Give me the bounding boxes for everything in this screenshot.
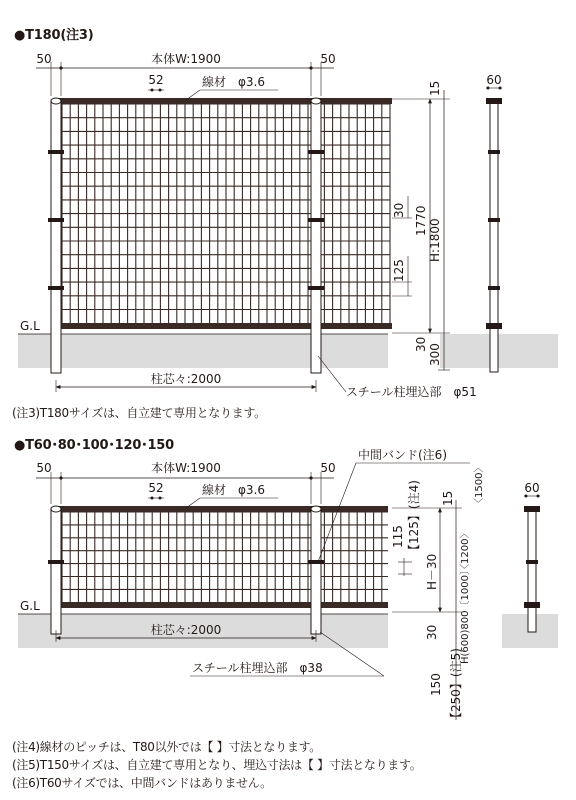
post-clamps xyxy=(48,150,324,290)
wire-label: 線材 φ3.6 xyxy=(202,483,266,497)
side-post xyxy=(490,100,498,372)
dim-mesh: 125 xyxy=(392,259,406,282)
post-right xyxy=(311,100,321,373)
section2-title: ●T60･80･100･120･150 xyxy=(14,438,175,453)
dim-total: H:1800 xyxy=(428,218,442,262)
dim-pitch-h: 52 xyxy=(148,73,164,87)
section1-diagram xyxy=(18,51,558,399)
dim-post-right: 50 xyxy=(320,461,336,475)
ground-band xyxy=(18,334,388,368)
post-embed-label: スチール柱埋込部 φ51 xyxy=(346,385,477,399)
dim-mesh: 115 xyxy=(391,525,405,548)
section1-title: ●T180(注3) xyxy=(14,28,94,43)
dim-top: 15 xyxy=(428,80,442,96)
section2-diagram xyxy=(18,447,558,724)
mesh-panel xyxy=(62,104,390,323)
post-left xyxy=(51,508,61,634)
middle-band-label: 中間バンド(注6) xyxy=(358,448,447,462)
dim-bottom: 30 xyxy=(414,336,428,352)
note-3: (注3)T180サイズは、自立建て専用となります。 xyxy=(12,406,266,420)
dim-inner-alt: 〈1200〉 xyxy=(460,528,471,574)
wire-label: 線材 φ3.6 xyxy=(202,75,266,89)
note-4: (注4)線材のピッチは、T80以外では【 】寸法となります。 xyxy=(12,740,321,754)
gl-label: G.L xyxy=(20,319,40,333)
dim-post-left: 50 xyxy=(36,461,52,475)
dim-inner: H－30 xyxy=(425,553,439,590)
ground-band-side xyxy=(440,334,558,368)
top-rail xyxy=(56,98,392,104)
side-post xyxy=(528,508,536,632)
mesh-wires xyxy=(62,104,390,323)
post-pitch: 柱芯々:2000 xyxy=(150,623,222,637)
bottom-rail xyxy=(56,602,388,608)
dim-post-right: 50 xyxy=(320,52,336,66)
dim-pitch-h: 52 xyxy=(148,481,164,495)
dim-mesh-alt: 【125】(注4) xyxy=(407,480,421,556)
note-6: (注6)T60サイズでは、中間バンドはありません。 xyxy=(12,776,272,790)
side-width: 60 xyxy=(524,481,540,495)
note-5: (注5)T150サイズは、自立建て専用となり、埋込寸法は【 】寸法となります。 xyxy=(12,758,422,772)
dim-pitch-v: 30 xyxy=(392,202,406,218)
post-embed-label: スチール柱埋込部 φ38 xyxy=(192,661,323,675)
dim-embed: 150 xyxy=(429,673,443,696)
post-left xyxy=(51,100,61,373)
dim-body-width: 本体W:1900 xyxy=(151,461,221,475)
dim-bottom: 30 xyxy=(425,624,439,640)
dim-h-total: H(600)800〔1000〕 xyxy=(460,565,471,664)
post-right xyxy=(311,508,321,634)
mesh-panel xyxy=(62,512,388,602)
dim-embed-alt: 【250】(注5) xyxy=(449,648,463,724)
dim-embed: 300 xyxy=(428,343,442,366)
post-pitch: 柱芯々:2000 xyxy=(150,372,222,386)
dim-inner: 1770 xyxy=(414,205,428,236)
gl-label: G.L xyxy=(20,599,40,613)
bottom-rail xyxy=(56,323,392,329)
dim-body-width: 本体W:1900 xyxy=(151,52,221,66)
dim-post-left: 50 xyxy=(36,52,52,66)
mesh-wires xyxy=(62,512,388,602)
side-width: 60 xyxy=(486,73,502,87)
dim-top-alt: 〈1500〉 xyxy=(474,462,485,508)
dim-top: 15 xyxy=(441,490,455,506)
